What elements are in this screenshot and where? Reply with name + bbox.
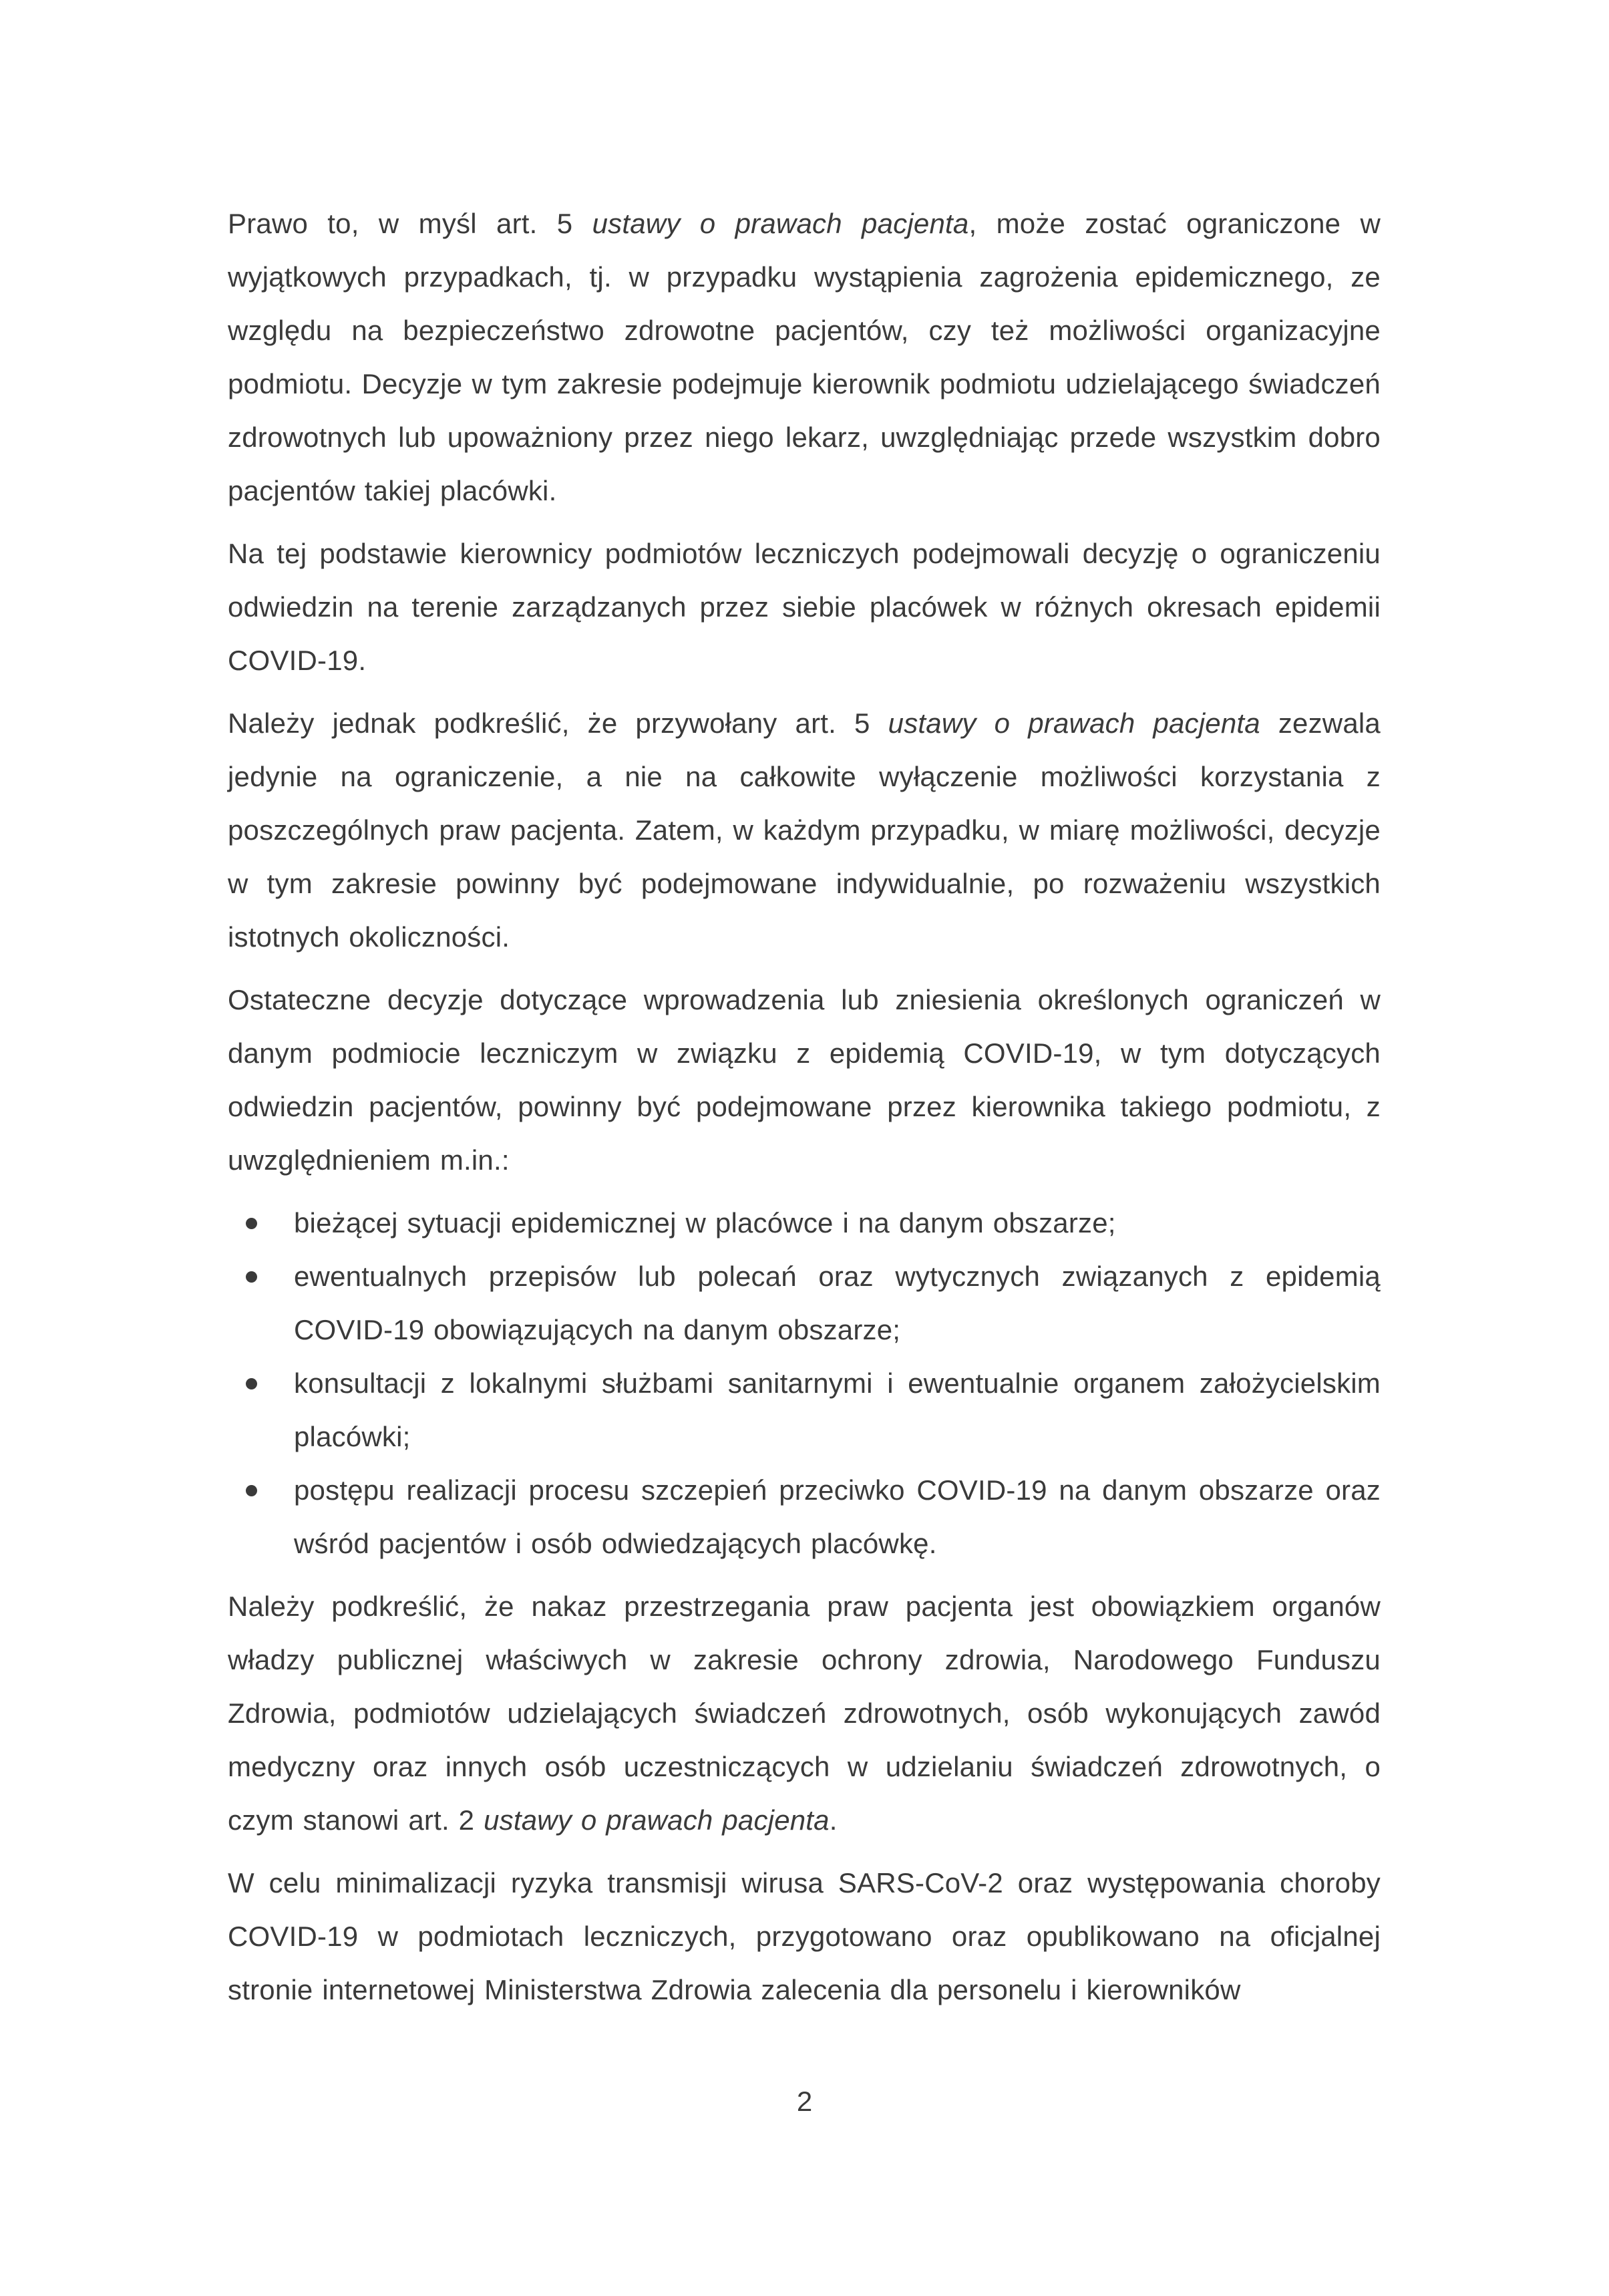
text-run: bieżącej sytuacji epidemicznej w placówce i na danym obszarze; xyxy=(294,1207,1116,1239)
paragraph xyxy=(228,697,1381,964)
text-run: Na tej podstawie kierownicy podmiotów leczniczych podejmowali decyzję o ograniczeniu odwiedzin na terenie zarządzanych przez siebie placówek w różnych okresach epidemii COVID-19. xyxy=(228,538,1381,676)
page-number: 2 xyxy=(796,2086,813,2117)
bullet-item xyxy=(228,1250,1381,1357)
italic-text-run: ustawy o prawach pacjenta xyxy=(592,208,969,239)
bullet-text xyxy=(294,1357,1381,1464)
paragraph xyxy=(228,197,1381,518)
bullet-icon xyxy=(246,1271,257,1283)
bullet-text xyxy=(294,1250,1381,1357)
text-run: Należy jednak podkreślić, że przywołany art. 5 xyxy=(228,707,888,739)
text-run: W celu minimalizacji ryzyka transmisji wirusa SARS-CoV-2 oraz występowania choroby COVID-19 w podmiotach leczniczych, przygotowano oraz opublikowano na oficjalnej stronie internetowej Ministerstwa Zdrowia zalecenia dla personelu i kierowników xyxy=(228,1867,1381,2005)
bullet-text xyxy=(294,1464,1381,1571)
italic-text-run: ustawy o prawach pacjenta xyxy=(484,1804,830,1836)
text-run: Prawo to, w myśl art. 5 xyxy=(228,208,592,239)
text-run: zezwala jedynie na ograniczenie, a nie na całkowite wyłączenie możliwości korzystania z poszczególnych praw pacjenta. Zatem, w każdym przypadku, w miarę możliwości, decyzje w tym zakresie powinny być podejmowane indywidualnie, po rozważeniu wszystkich istotnych okoliczności. xyxy=(228,707,1381,953)
paragraph xyxy=(228,527,1381,687)
bullet-icon xyxy=(246,1485,257,1496)
italic-text-run: ustawy o prawach pacjenta xyxy=(888,707,1260,739)
text-run: konsultacji z lokalnymi służbami sanitarnymi i ewentualnie organem założycielskim placówki; xyxy=(294,1367,1381,1452)
bullet-list xyxy=(228,1196,1381,1571)
bullet-item xyxy=(228,1357,1381,1464)
bullet-icon xyxy=(246,1378,257,1389)
text-run: . xyxy=(829,1804,838,1836)
bullet-item xyxy=(228,1464,1381,1571)
text-run: , może zostać ograniczone w wyjątkowych przypadkach, tj. w przypadku wystąpienia zagrożenia epidemicznego, ze względu na bezpieczeństwo zdrowotne pacjentów, czy też możliwości organizacyjne podmiotu. Decyzje w tym zakresie podejmuje kierownik podmiotu udzielającego świadczeń zdrowotnych lub upoważniony przez niego lekarz, uwzględniając przede wszystkim dobro pacjentów takiej placówki. xyxy=(228,208,1381,506)
paragraph xyxy=(228,1580,1381,1847)
document-body xyxy=(228,197,1381,2026)
paragraph xyxy=(228,1856,1381,2017)
text-run: Ostateczne decyzje dotyczące wprowadzenia lub zniesienia określonych ograniczeń w danym podmiocie leczniczym w związku z epidemią COVID-19, w tym dotyczących odwiedzin pacjentów, powinny być podejmowane przez kierownika takiego podmiotu, z uwzględnieniem m.in.: xyxy=(228,984,1381,1176)
text-run: ewentualnych przepisów lub polecań oraz wytycznych związanych z epidemią COVID-19 obowiązujących na danym obszarze; xyxy=(294,1261,1381,1345)
bullet-item xyxy=(228,1196,1381,1250)
paragraph xyxy=(228,973,1381,1187)
text-run: postępu realizacji procesu szczepień przeciwko COVID-19 na danym obszarze oraz wśród pacjentów i osób odwiedzających placówkę. xyxy=(294,1474,1381,1559)
bullet-icon xyxy=(246,1218,257,1229)
bullet-text xyxy=(294,1196,1381,1250)
text-run: Należy podkreślić, że nakaz przestrzegania praw pacjenta jest obowiązkiem organów władzy publicznej właściwych w zakresie ochrony zdrowia, Narodowego Funduszu Zdrowia, podmiotów udzielających świadczeń zdrowotnych, osób wykonujących zawód medyczny oraz innych osób uczestniczących w udzielaniu świadczeń zdrowotnych, o czym stanowi art. 2 xyxy=(228,1591,1381,1836)
